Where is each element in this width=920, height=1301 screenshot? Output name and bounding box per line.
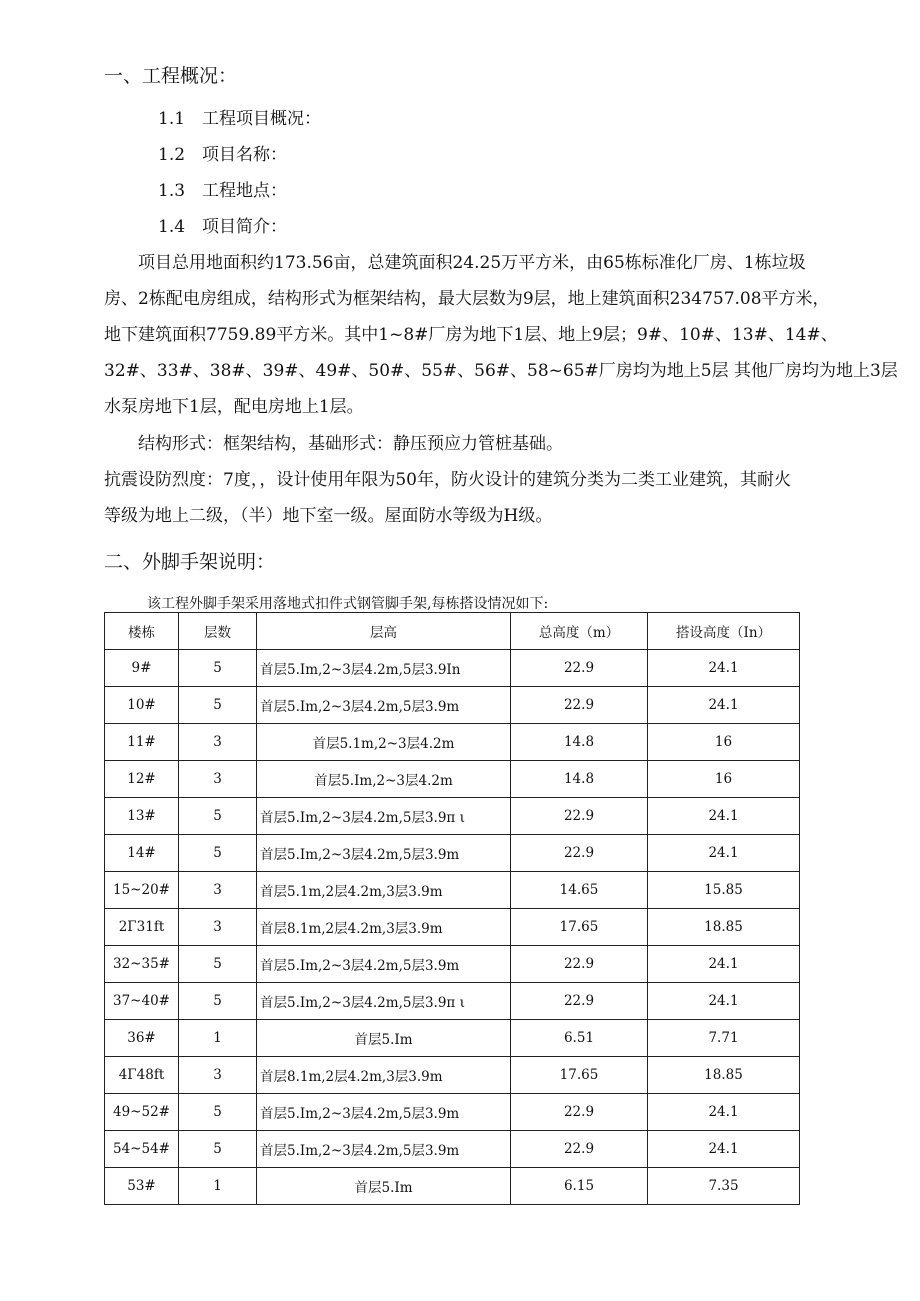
table-row (105, 1094, 800, 1131)
cell-total-height: 22.9 (511, 1131, 648, 1168)
structure-line: 结构形式：框架结构，基础形式：静压预应力管桩基础。 (104, 434, 563, 454)
cell-erect-height: 16 (648, 724, 800, 761)
cell-floor-height: 首层8.1m,2层4.2m,3层3.9m (257, 1057, 511, 1094)
cell-erect-height: 18.85 (648, 1057, 800, 1094)
cell-floor-height: 首层5.1m,2~3层4.2m (257, 724, 511, 761)
cell-building: 14# (105, 835, 179, 872)
scaffold-note: 该工程外脚手架采用落地式扣件式钢管脚手架,每栋搭设情况如下: (147, 596, 549, 612)
item-1-4: 1.4 项目简介： (158, 217, 288, 237)
header-floors: 层数 (179, 613, 257, 650)
table-row (105, 983, 800, 1020)
cell-floors: 5 (179, 946, 257, 983)
cell-floor-height: 首层5.Im,2~3层4.2m,5层3.9π ι (257, 798, 511, 835)
cell-erect-height: 24.1 (648, 946, 800, 983)
cell-total-height: 22.9 (511, 650, 648, 687)
cell-floors: 5 (179, 835, 257, 872)
table-row (105, 650, 800, 687)
cell-floors: 5 (179, 687, 257, 724)
cell-total-height: 6.15 (511, 1168, 648, 1205)
cell-building: 15~20# (105, 872, 179, 909)
intro-line-1: 项目总用地面积约173.56亩，总建筑面积24.25万平方米，由65栋标准化厂房、1栋垃圾 (104, 253, 806, 273)
cell-building: 53# (105, 1168, 179, 1205)
cell-floor-height: 首层8.1m,2层4.2m,3层3.9m (257, 909, 511, 946)
seismic-line-2: 等级为地上二级，（半）地下室一级。屋面防水等级为H级。 (104, 506, 553, 526)
cell-total-height: 6.51 (511, 1020, 648, 1057)
cell-total-height: 17.65 (511, 909, 648, 946)
cell-floors: 3 (179, 761, 257, 798)
cell-floors: 3 (179, 1057, 257, 1094)
cell-floor-height: 首层5.Im,2~3层4.2m,5层3.9m (257, 946, 511, 983)
cell-erect-height: 24.1 (648, 983, 800, 1020)
item-1-3: 1.3 工程地点： (158, 181, 288, 201)
cell-total-height: 17.65 (511, 1057, 648, 1094)
intro-line-4: 32#、33#、38#、39#、49#、50#、55#、56#、58~65#厂房均为地上5层 其他厂房均为地上3层 (104, 361, 898, 381)
header-total-height: 总高度（m） (511, 613, 648, 650)
cell-floor-height: 首层5.Im,2~3层4.2m,5层3.9π ι (257, 983, 511, 1020)
intro-line-5: 水泵房地下1层，配电房地上1层。 (104, 397, 364, 417)
cell-total-height: 14.8 (511, 724, 648, 761)
cell-building: 54~54# (105, 1131, 179, 1168)
table-row (105, 798, 800, 835)
cell-total-height: 22.9 (511, 835, 648, 872)
cell-floors: 1 (179, 1020, 257, 1057)
cell-erect-height: 15.85 (648, 872, 800, 909)
table-row (105, 1020, 800, 1057)
cell-floors: 5 (179, 983, 257, 1020)
cell-building: 11# (105, 724, 179, 761)
item-1-2: 1.2 项目名称： (158, 145, 288, 165)
cell-floors: 5 (179, 1131, 257, 1168)
cell-erect-height: 7.35 (648, 1168, 800, 1205)
section-2-title: 二、外脚手架说明： (104, 551, 276, 573)
cell-building: 12# (105, 761, 179, 798)
cell-total-height: 22.9 (511, 946, 648, 983)
cell-erect-height: 24.1 (648, 1131, 800, 1168)
table-row (105, 1057, 800, 1094)
table-header-row (105, 613, 800, 650)
scaffold-table (104, 612, 800, 1205)
cell-floor-height: 首层5.Im,2~3层4.2m (257, 761, 511, 798)
cell-erect-height: 18.85 (648, 909, 800, 946)
cell-building: 37~40# (105, 983, 179, 1020)
cell-building: 9# (105, 650, 179, 687)
cell-erect-height: 24.1 (648, 835, 800, 872)
cell-floor-height: 首层5.Im (257, 1168, 511, 1205)
cell-floor-height: 首层5.Im,2~3层4.2m,5层3.9m (257, 687, 511, 724)
cell-building: 2Γ31ft (105, 909, 179, 946)
cell-building: 49~52# (105, 1094, 179, 1131)
cell-building: 4Γ48ft (105, 1057, 179, 1094)
header-floor-height: 层高 (257, 613, 511, 650)
table-row (105, 835, 800, 872)
cell-floor-height: 首层5.Im (257, 1020, 511, 1057)
header-erect-height: 搭设高度（In） (648, 613, 800, 650)
table-row (105, 872, 800, 909)
table-row (105, 1131, 800, 1168)
cell-floors: 3 (179, 909, 257, 946)
intro-line-3: 地下建筑面积7759.89平方米。其中1~8#厂房为地下1层、地上9层；9#、10#、13#、14#、 (104, 325, 838, 345)
item-1-1: 1.1 工程项目概况： (158, 109, 322, 129)
cell-building: 10# (105, 687, 179, 724)
cell-floor-height: 首层5.Im,2~3层4.2m,5层3.9m (257, 1131, 511, 1168)
table-row (105, 946, 800, 983)
cell-building: 36# (105, 1020, 179, 1057)
cell-floors: 3 (179, 872, 257, 909)
cell-total-height: 22.9 (511, 687, 648, 724)
cell-erect-height: 7.71 (648, 1020, 800, 1057)
cell-total-height: 22.9 (511, 798, 648, 835)
cell-floors: 5 (179, 798, 257, 835)
table-row (105, 687, 800, 724)
seismic-line-1: 抗震设防烈度：7度，，设计使用年限为50年，防火设计的建筑分类为二类工业建筑，其耐火 (104, 470, 791, 490)
cell-building: 32~35# (105, 946, 179, 983)
cell-floor-height: 首层5.1m,2层4.2m,3层3.9m (257, 872, 511, 909)
cell-erect-height: 24.1 (648, 798, 800, 835)
section-1-title: 一、工程概况： (104, 65, 238, 87)
cell-building: 13# (105, 798, 179, 835)
header-building: 楼栋 (105, 613, 179, 650)
cell-floors: 1 (179, 1168, 257, 1205)
table-row (105, 761, 800, 798)
cell-floor-height: 首层5.Im,2~3层4.2m,5层3.9In (257, 650, 511, 687)
intro-line-2: 房、2栋配电房组成，结构形式为框架结构，最大层数为9层，地上建筑面积234757.08平方米， (104, 289, 830, 309)
cell-erect-height: 24.1 (648, 650, 800, 687)
cell-total-height: 14.65 (511, 872, 648, 909)
cell-total-height: 22.9 (511, 983, 648, 1020)
cell-erect-height: 24.1 (648, 687, 800, 724)
cell-erect-height: 24.1 (648, 1094, 800, 1131)
cell-floors: 5 (179, 650, 257, 687)
table-row (105, 909, 800, 946)
cell-total-height: 22.9 (511, 1094, 648, 1131)
cell-floors: 3 (179, 724, 257, 761)
table-row (105, 1168, 800, 1205)
cell-floors: 5 (179, 1094, 257, 1131)
cell-erect-height: 16 (648, 761, 800, 798)
cell-floor-height: 首层5.Im,2~3层4.2m,5层3.9m (257, 835, 511, 872)
cell-floor-height: 首层5.Im,2~3层4.2m,5层3.9m (257, 1094, 511, 1131)
table-body (105, 650, 800, 1205)
table-row (105, 724, 800, 761)
cell-total-height: 14.8 (511, 761, 648, 798)
